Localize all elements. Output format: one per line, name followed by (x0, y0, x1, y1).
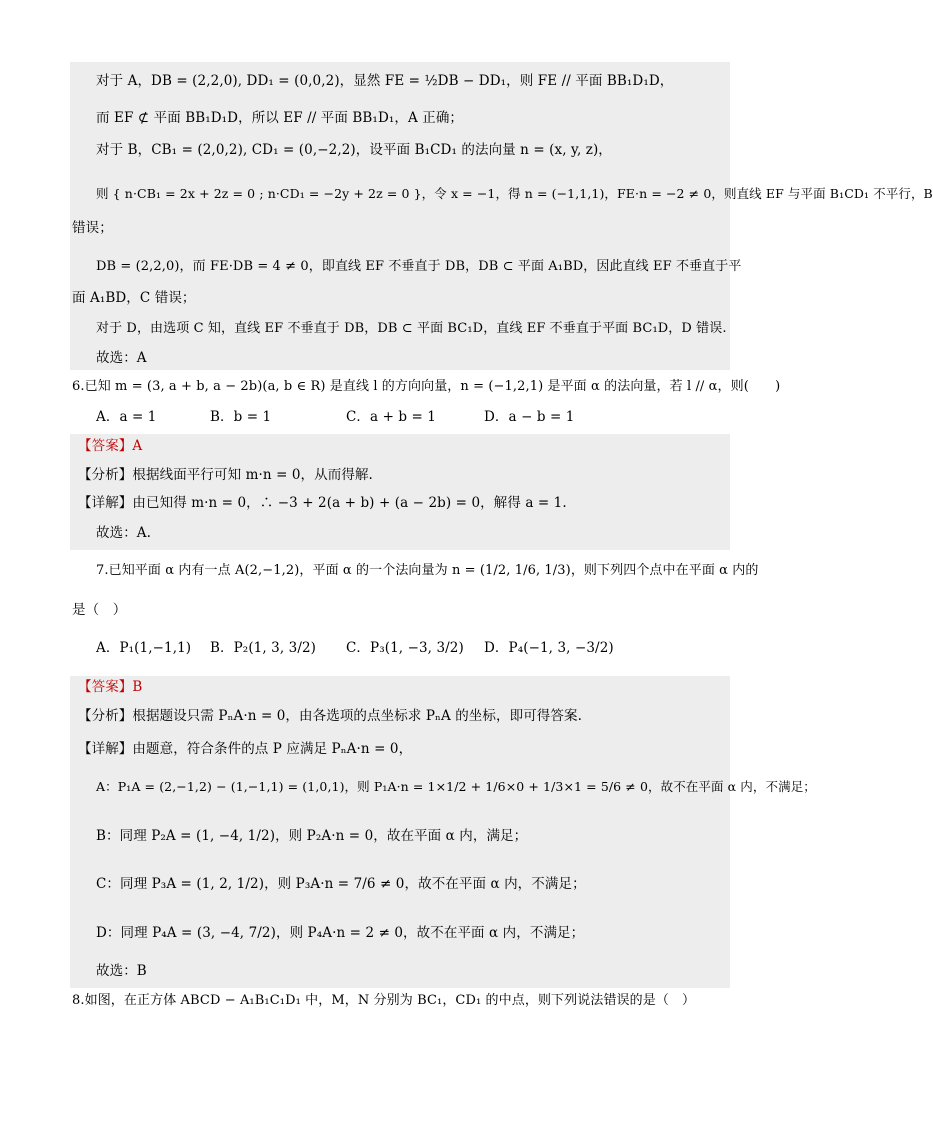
q6-option-a: A．a = 1 (96, 409, 157, 425)
solution-line: 对于 D，由选项 C 知，直线 EF 不垂直于 DB，DB ⊂ 平面 BC₁D，直线 EF 不垂直于平面 BC₁D，D 错误. (96, 321, 727, 336)
solution-line: 而 EF ⊄ 平面 BB₁D₁D，所以 EF // 平面 BB₁D₁，A 正确； (96, 110, 464, 126)
q7-choose: 故选：B (96, 963, 147, 979)
q7-option-d: D．P₄(−1, 3, −3/2) (484, 640, 614, 656)
q6-analysis: 【分析】根据线面平行可知 m·n = 0，从而得解. (78, 467, 373, 483)
solution-line: 错误； (72, 220, 113, 236)
q7-option-b: B．P₂(1, 3, 3/2) (210, 640, 317, 656)
q6-option-c: C．a + b = 1 (346, 409, 436, 425)
q7-analysis: 【分析】根据题设只需 PₙA·n = 0，由各选项的点坐标求 PₙA 的坐标，即可得答案. (78, 708, 582, 724)
q7-detail: 【详解】由题意，符合条件的点 P 应满足 PₙA·n = 0， (78, 741, 413, 757)
q7-option-a: A．P₁(1,−1,1) (96, 640, 192, 656)
q6-option-b: B．b = 1 (210, 409, 272, 425)
q7-answer: 【答案】B (78, 679, 143, 695)
solution-line: DB = (2,2,0)，而 FE·DB = 4 ≠ 0，即直线 EF 不垂直于 DB，DB ⊂ 平面 A₁BD，因此直线 EF 不垂直于平 (96, 259, 742, 274)
solution-line: 故选：A (96, 350, 147, 366)
solution-line: 则 { n·CB₁ = 2x + 2z = 0 ; n·CD₁ = −2y + 2z = 0 }，令 x = −1，得 n = (−1,1,1)，FE·n = −2 ≠ 0，则直线 EF 与平面 B₁CD₁ 不平行，B (96, 186, 933, 201)
q7-line-c: C：同理 P₃A = (1, 2, 1/2)，则 P₃A·n = 7/6 ≠ 0，故不在平面 α 内，不满足； (96, 876, 586, 892)
q7-line-b: B：同理 P₂A = (1, −4, 1/2)，则 P₂A·n = 0，故在平面 α 内，满足； (96, 828, 528, 844)
q6-stem: 6.已知 m = (3, a + b, a − 2b)(a, b ∈ R) 是直线 l 的方向向量，n = (−1,2,1) 是平面 α 的法向量，若 l // α，则( ) (72, 379, 781, 394)
q7-line-d: D：同理 P₄A = (3, −4, 7/2)，则 P₄A·n = 2 ≠ 0，故不在平面 α 内，不满足； (96, 925, 585, 941)
q7-line-a: A：P₁A = (2,−1,2) − (1,−1,1) = (1,0,1)，则 P₁A·n = 1×1/2 + 1/6×0 + 1/3×1 = 5/6 ≠ 0，故不在平面 α 内，不满足； (96, 779, 816, 794)
q6-answer-bg (70, 434, 730, 550)
q6-option-d: D．a − b = 1 (484, 409, 575, 425)
q6-answer: 【答案】A (78, 438, 143, 454)
q6-detail: 【详解】由已知得 m·n = 0，∴ −3 + 2(a + b) + (a − 2b) = 0，解得 a = 1. (78, 495, 567, 511)
q6-choose: 故选：A. (96, 525, 152, 541)
solution-line: 面 A₁BD，C 错误； (72, 290, 196, 306)
solution-line: 对于 B，CB₁ = (2,0,2), CD₁ = (0,−2,2)，设平面 B₁CD₁ 的法向量 n = (x, y, z)， (96, 142, 612, 158)
solution-line: 对于 A，DB = (2,2,0), DD₁ = (0,0,2)，显然 FE = ½DB − DD₁，则 FE // 平面 BB₁D₁D， (96, 73, 674, 89)
q8-stem: 8.如图，在正方体 ABCD − A₁B₁C₁D₁ 中，M，N 分别为 BC₁，CD₁ 的中点，则下列说法错误的是（ ） (72, 993, 696, 1008)
q7-option-c: C．P₃(1, −3, 3/2) (346, 640, 464, 656)
q7-stem-line-2: 是（ ） (72, 602, 127, 618)
q7-stem-line-1: 7.已知平面 α 内有一点 A(2,−1,2)，平面 α 的一个法向量为 n = (1/2, 1/6, 1/3)，则下列四个点中在平面 α 内的 (96, 563, 759, 578)
